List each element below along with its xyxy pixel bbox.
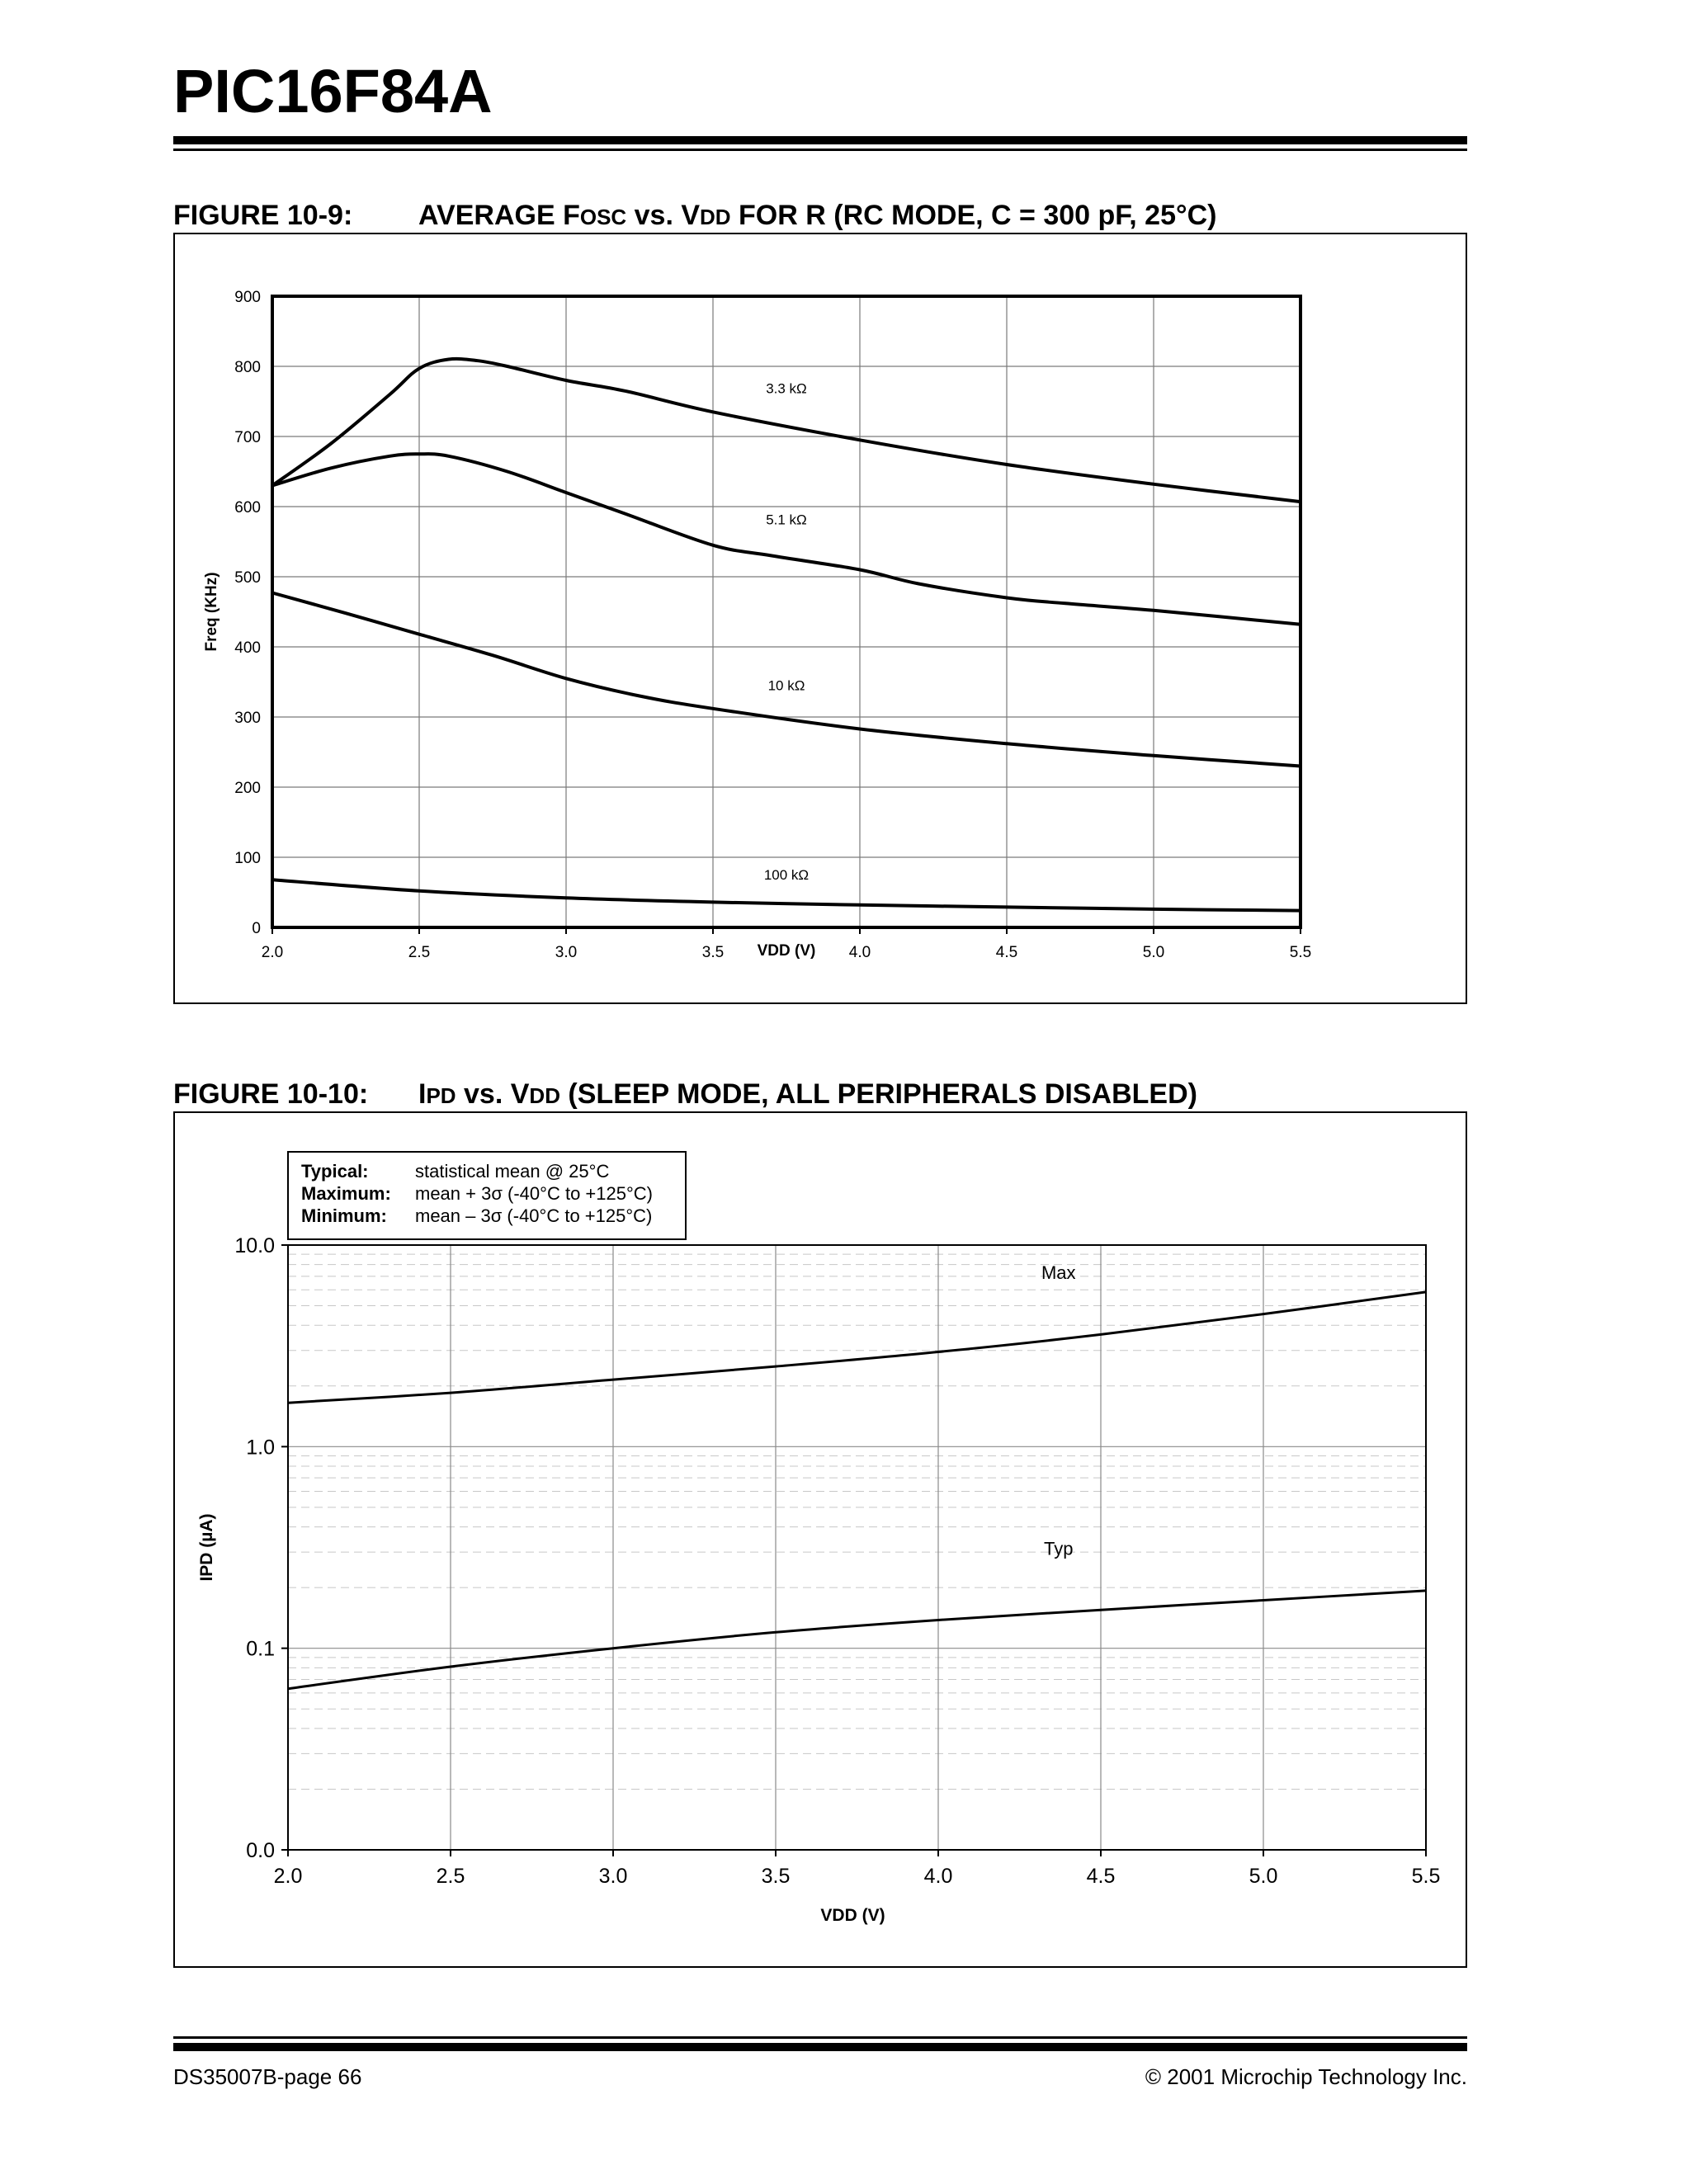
series-line-typ: [288, 1591, 1426, 1689]
footer-rule-thin: [173, 2036, 1467, 2039]
y-tick-label: 300: [234, 710, 261, 727]
legend-text-typical: statistical mean @ 25°C: [415, 1161, 610, 1182]
x-tick-label: 4.0: [848, 944, 871, 961]
x-tick-label: 3.0: [598, 1865, 628, 1888]
x-tick-label: 2.0: [273, 1865, 303, 1888]
figure-10-10-title: IPD vs. VDD (SLEEP MODE, ALL PERIPHERALS DISABLED): [418, 1078, 1197, 1110]
x-axis-label: VDD (V): [820, 1906, 885, 1925]
y-tick-label: 200: [234, 780, 261, 797]
series-label-10-k: 10 kΩ: [767, 677, 805, 694]
x-tick-label: 5.5: [1411, 1865, 1441, 1888]
legend-text-minimum: mean – 3σ (-40°C to +125°C): [415, 1205, 653, 1226]
figure-10-9-number: FIGURE 10-9:: [173, 200, 353, 231]
page-title: PIC16F84A: [173, 57, 493, 125]
legend-text-maximum: mean + 3σ (-40°C to +125°C): [415, 1183, 653, 1204]
footer-rule-thick: [173, 2043, 1467, 2051]
series-label-3-3-k: 3.3 kΩ: [766, 380, 807, 397]
x-tick-label: 4.0: [923, 1865, 953, 1888]
chart-ipd-vs-vdd: [175, 1113, 1466, 1966]
x-tick-label: 5.5: [1289, 944, 1312, 961]
x-tick-label: 3.5: [761, 1865, 791, 1888]
legend-key-typical: Typical:: [301, 1161, 369, 1182]
legend-key-minimum: Minimum:: [301, 1205, 387, 1226]
y-tick-label: 400: [234, 639, 261, 657]
y-axis-label: IPD (µA): [197, 1513, 216, 1582]
x-tick-label: 4.5: [1086, 1865, 1116, 1888]
chart-legend: [288, 1152, 686, 1239]
series-label-5-1-k: 5.1 kΩ: [766, 512, 807, 528]
y-tick-label: 0: [252, 920, 261, 937]
header-rule-thick: [173, 136, 1467, 144]
y-tick-label: 800: [234, 359, 261, 376]
series-label-max: Max: [1041, 1262, 1076, 1283]
series-line-5-1-k: [272, 454, 1301, 625]
x-tick-label: 2.0: [261, 944, 284, 961]
y-tick-label: 100: [234, 850, 261, 867]
figure-10-9-title: AVERAGE FOSC vs. VDD FOR R (RC MODE, C = 300 pF, 25°C): [418, 200, 1217, 231]
y-tick-label: 500: [234, 569, 261, 587]
y-tick-label: 700: [234, 429, 261, 446]
x-tick-label: 4.5: [995, 944, 1018, 961]
series-label-typ: Typ: [1044, 1538, 1074, 1559]
y-tick-label: 900: [234, 289, 261, 306]
x-tick-label: 5.0: [1142, 944, 1165, 961]
header-rule-thin: [173, 149, 1467, 151]
x-axis-label: VDD (V): [757, 942, 816, 960]
chart-fosc-vs-vdd: [175, 234, 1466, 1002]
figure-10-9-frame: [173, 233, 1467, 1004]
y-tick-label: 600: [234, 499, 261, 517]
x-tick-label: 5.0: [1249, 1865, 1278, 1888]
footer-page-number: DS35007B-page 66: [173, 2064, 362, 2089]
x-tick-label: 3.5: [701, 944, 725, 961]
y-tick-label: 10.0: [234, 1234, 275, 1257]
y-tick-label: 0.0: [246, 1839, 275, 1862]
plot-area-border: [288, 1245, 1426, 1850]
series-label-100-k: 100 kΩ: [763, 867, 810, 884]
y-axis-label: Freq (KHz): [203, 572, 220, 652]
x-tick-label: 3.0: [555, 944, 578, 961]
x-tick-label: 2.5: [408, 944, 431, 961]
figure-10-10-number: FIGURE 10-10:: [173, 1078, 369, 1110]
x-tick-label: 2.5: [436, 1865, 465, 1888]
legend-key-maximum: Maximum:: [301, 1183, 391, 1204]
y-tick-label: 1.0: [246, 1436, 275, 1460]
footer-copyright: © 2001 Microchip Technology Inc.: [1145, 2064, 1467, 2089]
series-line-100-k: [272, 880, 1301, 910]
y-tick-label: 0.1: [246, 1637, 275, 1661]
figure-10-10-frame: [173, 1111, 1467, 1968]
